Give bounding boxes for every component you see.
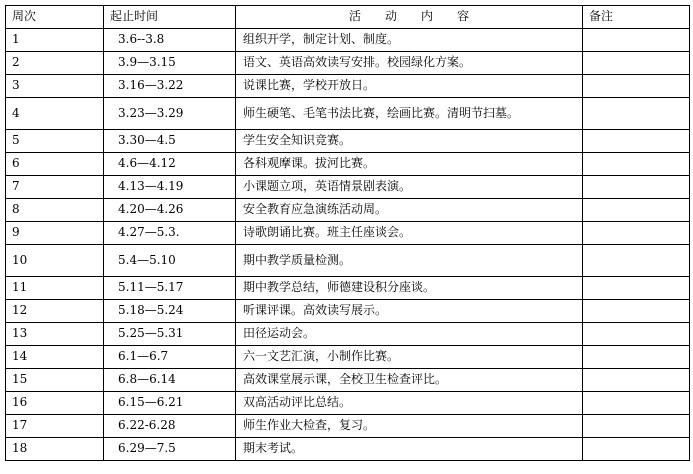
period-cell: 3.16—3.22: [104, 75, 236, 98]
remark-cell: [583, 369, 690, 392]
remark-cell: [583, 98, 690, 130]
table-row: [6, 415, 690, 438]
period-cell: 5.11—5.17: [104, 277, 236, 300]
period-cell: 6.22-6.28: [104, 415, 236, 438]
period-cell: 3.30—4.5: [104, 130, 236, 153]
week-cell: 14: [6, 346, 104, 369]
week-cell: 2: [6, 52, 104, 75]
remark-cell: [583, 438, 690, 461]
table-row: [6, 153, 690, 176]
table-row: [6, 222, 690, 245]
period-cell: 4.6—4.12: [104, 153, 236, 176]
remark-cell: [583, 222, 690, 245]
activity-cell: 听课评课。高效读写展示。: [236, 300, 583, 323]
header-remark: 备注: [583, 6, 690, 29]
period-cell: 5.4—5.10: [104, 245, 236, 277]
header-week: 周次: [6, 6, 104, 29]
activity-cell: 期末考试。: [236, 438, 583, 461]
period-cell: 3.9—3.15: [104, 52, 236, 75]
activity-cell: 说课比赛，学校开放日。: [236, 75, 583, 98]
table-row: [6, 199, 690, 222]
week-cell: 12: [6, 300, 104, 323]
table-row: [6, 369, 690, 392]
activity-cell: 期中教学质量检测。: [236, 245, 583, 277]
header-period: 起止时间: [104, 6, 236, 29]
activity-cell: 师生硬笔、毛笔书法比赛，绘画比赛。清明节扫墓。: [236, 98, 583, 130]
activity-cell: 六一文艺汇演，小制作比赛。: [236, 346, 583, 369]
table-row: [6, 176, 690, 199]
remark-cell: [583, 75, 690, 98]
header-row: [6, 6, 690, 29]
period-cell: 5.18—5.24: [104, 300, 236, 323]
period-cell: 6.29—7.5: [104, 438, 236, 461]
week-cell: 17: [6, 415, 104, 438]
table-row: [6, 98, 690, 130]
table-row: [6, 245, 690, 277]
table-row: [6, 75, 690, 98]
header-content: 活 动 内 容: [236, 6, 583, 29]
table-row: [6, 29, 690, 52]
schedule-body: [6, 29, 690, 461]
week-cell: 6: [6, 153, 104, 176]
activity-cell: 师生作业大检查，复习。: [236, 415, 583, 438]
activity-cell: 组织开学，制定计划、制度。: [236, 29, 583, 52]
remark-cell: [583, 392, 690, 415]
period-cell: 6.15—6.21: [104, 392, 236, 415]
activity-cell: 期中教学总结，师德建设积分座谈。: [236, 277, 583, 300]
remark-cell: [583, 245, 690, 277]
week-cell: 18: [6, 438, 104, 461]
week-cell: 10: [6, 245, 104, 277]
table-row: [6, 346, 690, 369]
week-cell: 9: [6, 222, 104, 245]
table-row: [6, 323, 690, 346]
remark-cell: [583, 277, 690, 300]
activity-cell: 安全教育应急演练活动周。: [236, 199, 583, 222]
period-cell: 5.25—5.31: [104, 323, 236, 346]
remark-cell: [583, 300, 690, 323]
remark-cell: [583, 346, 690, 369]
week-cell: 11: [6, 277, 104, 300]
remark-cell: [583, 199, 690, 222]
remark-cell: [583, 52, 690, 75]
week-cell: 13: [6, 323, 104, 346]
activity-cell: 高效课堂展示课，全校卫生检查评比。: [236, 369, 583, 392]
table-row: [6, 392, 690, 415]
remark-cell: [583, 176, 690, 199]
activity-cell: 双高活动评比总结。: [236, 392, 583, 415]
table-row: [6, 130, 690, 153]
activity-cell: 语文、英语高效读写安排。校园绿化方案。: [236, 52, 583, 75]
remark-cell: [583, 415, 690, 438]
week-cell: 5: [6, 130, 104, 153]
period-cell: 6.8—6.14: [104, 369, 236, 392]
activity-cell: 各科观摩课。拔河比赛。: [236, 153, 583, 176]
period-cell: 4.20—4.26: [104, 199, 236, 222]
period-cell: 6.1—6.7: [104, 346, 236, 369]
remark-cell: [583, 153, 690, 176]
remark-cell: [583, 323, 690, 346]
week-cell: 16: [6, 392, 104, 415]
period-cell: 4.27—5.3.: [104, 222, 236, 245]
schedule-table: [5, 5, 690, 461]
activity-cell: 学生安全知识竞赛。: [236, 130, 583, 153]
table-row: [6, 438, 690, 461]
period-cell: 3.23—3.29: [104, 98, 236, 130]
week-cell: 3: [6, 75, 104, 98]
week-cell: 15: [6, 369, 104, 392]
activity-cell: 诗歌朗诵比赛。班主任座谈会。: [236, 222, 583, 245]
activity-cell: 田径运动会。: [236, 323, 583, 346]
week-cell: 8: [6, 199, 104, 222]
activity-cell: 小课题立项，英语情景剧表演。: [236, 176, 583, 199]
period-cell: 3.6--3.8: [104, 29, 236, 52]
remark-cell: [583, 29, 690, 52]
week-cell: 4: [6, 98, 104, 130]
week-cell: 7: [6, 176, 104, 199]
remark-cell: [583, 130, 690, 153]
week-cell: 1: [6, 29, 104, 52]
period-cell: 4.13—4.19: [104, 176, 236, 199]
table-row: [6, 300, 690, 323]
table-row: [6, 277, 690, 300]
table-row: [6, 52, 690, 75]
